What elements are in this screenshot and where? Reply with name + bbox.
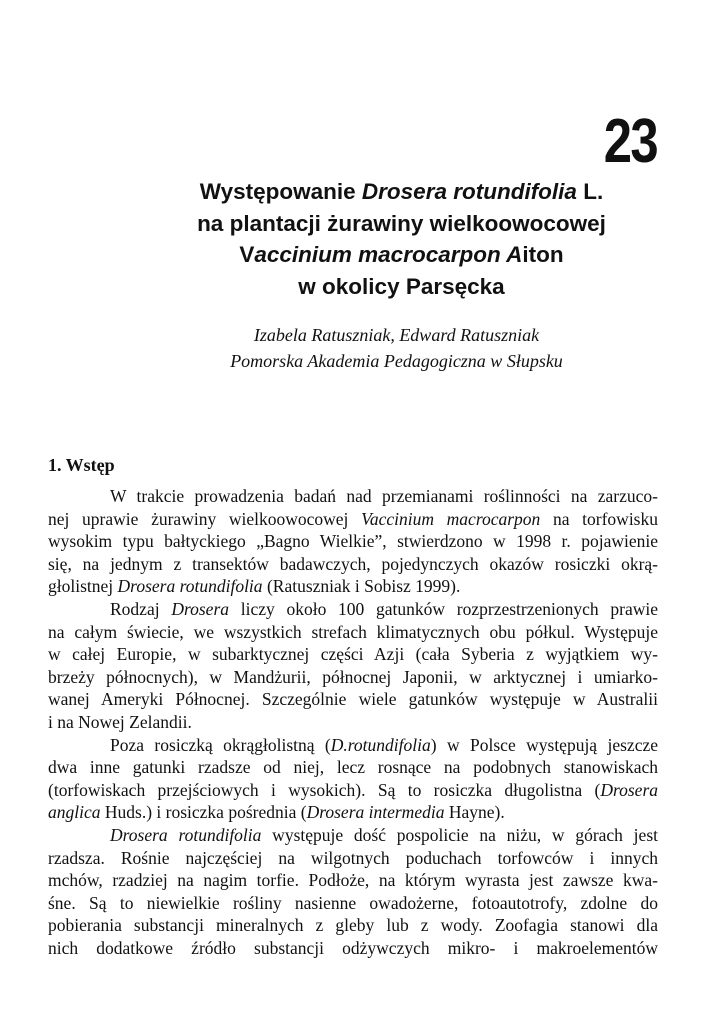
paragraph-line: się, na jednym z transektów badawczych, pojedynczych okazów rosiczki okrą- <box>48 553 658 574</box>
text-run: liczy około 100 gatunków rozprzestrzenionych prawie <box>229 598 659 619</box>
species-name: anglica <box>48 802 101 823</box>
paragraph-line: nich dodatkowe źródło substancji odżywczych mikro- i makroelementów <box>48 937 658 958</box>
paragraph-line: rzadsza. Rośnie najczęściej na wilgotnych poduchach torfowców i innych <box>48 847 658 868</box>
paragraph-line: W trakcie prowadzenia badań nad przemianami roślinności na zarzuco- <box>110 486 658 506</box>
paragraph-line: dwa inne gatunki rzadsze od niej, lecz rosnące na podobnych stanowiskach <box>48 757 658 778</box>
species-name: D.rotundifolia <box>330 734 431 755</box>
paragraph-line: wysokim typu bałtyckiego „Bagno Wielkie”, stwierdzono w 1998 r. pojawienie <box>48 531 658 552</box>
section-heading: 1. Wstęp <box>48 455 115 475</box>
paragraph-line <box>48 598 658 621</box>
species-name: Drosera intermedia <box>306 802 445 823</box>
text-run: Huds.) i rosiczka pośrednia ( <box>100 802 307 823</box>
title-text: iton <box>522 242 564 267</box>
article-title <box>40 176 723 302</box>
paragraph-line <box>48 801 658 824</box>
text-run: Hayne). <box>444 802 505 823</box>
species-name: Drosera rotundifolia <box>110 824 262 845</box>
title-species-name: Drosera rotundifolia <box>361 179 577 204</box>
title-text: L. <box>576 179 604 204</box>
species-name: Drosera rotundifolia <box>117 576 263 597</box>
title-species-name: accinium macrocarpon A <box>254 242 523 267</box>
title-text: V <box>239 242 255 267</box>
author-affiliation: Pomorska Akademia Pedagogiczna w Słupsku <box>230 351 563 371</box>
paragraph-line: śne. Są to niewielkie rośliny nasienne owadożerne, fotoautotrofy, zdolne do <box>48 892 658 913</box>
author-block <box>35 322 723 374</box>
paragraph-line: wanej Ameryki Północnej. Szczególnie wiele gatunków występuje w Australii <box>48 689 658 710</box>
title-text: Występowanie <box>199 179 362 204</box>
text-run: głolistnej <box>48 576 118 597</box>
paragraph-line <box>48 824 658 847</box>
text-run: ) w Polsce występują jeszcze <box>430 734 658 755</box>
paragraph-line <box>48 734 658 757</box>
text-run: (Ratuszniak i Sobisz 1999). <box>262 576 461 597</box>
paragraph-line: pobierania substancji mineralnych z gleby lub z wody. Zoofagia stanowi dla <box>48 915 658 936</box>
species-name: Drosera <box>600 779 658 800</box>
text-run: (torfowiskach przejściowych i wysokich). Są to rosiczka długolistna ( <box>48 779 601 800</box>
paragraph-line: na całym świecie, we wszystkich strefach klimatycznych obu półkul. Występuje <box>48 621 658 642</box>
paragraph-line: w całej Europie, w subarktycznej części Azji (cała Syberia z wyjątkiem wy- <box>48 644 658 665</box>
paragraph-line <box>48 508 658 531</box>
author-names: Izabela Ratuszniak, Edward Ratuszniak <box>253 325 540 345</box>
body-text <box>48 485 658 959</box>
title-line-3 <box>40 239 723 271</box>
paragraph-line: mchów, rzadziej na nagim torfie. Podłoże, na którym wyrasta jest zawsze kwa- <box>48 870 658 891</box>
chapter-number: 23 <box>603 107 657 176</box>
paragraph-line: i na Nowej Zelandii. <box>48 711 192 732</box>
text-run: Poza rosiczką okrągłolistną ( <box>110 734 331 755</box>
paragraph-line <box>48 575 658 598</box>
title-line-2: na plantacji żurawiny wielkoowocowej <box>197 210 606 236</box>
title-line-4: w okolicy Parsęcka <box>298 273 505 299</box>
paragraph-line <box>48 779 658 802</box>
text-run: Rodzaj <box>110 598 172 619</box>
text-run: nej uprawie żurawiny wielkoowocowej <box>48 508 362 529</box>
text-run: występuje dość pospolicie na niżu, w górach jest <box>261 824 658 845</box>
species-name: Vaccinium macrocarpon <box>361 508 541 529</box>
paragraph-line: brzeży północnych), w Mandżurii, północnej Japonii, w arktycznej i umiarko- <box>48 666 658 687</box>
title-line-1 <box>40 176 723 208</box>
species-name: Drosera <box>171 598 229 619</box>
text-run: na torfowisku <box>540 508 658 529</box>
